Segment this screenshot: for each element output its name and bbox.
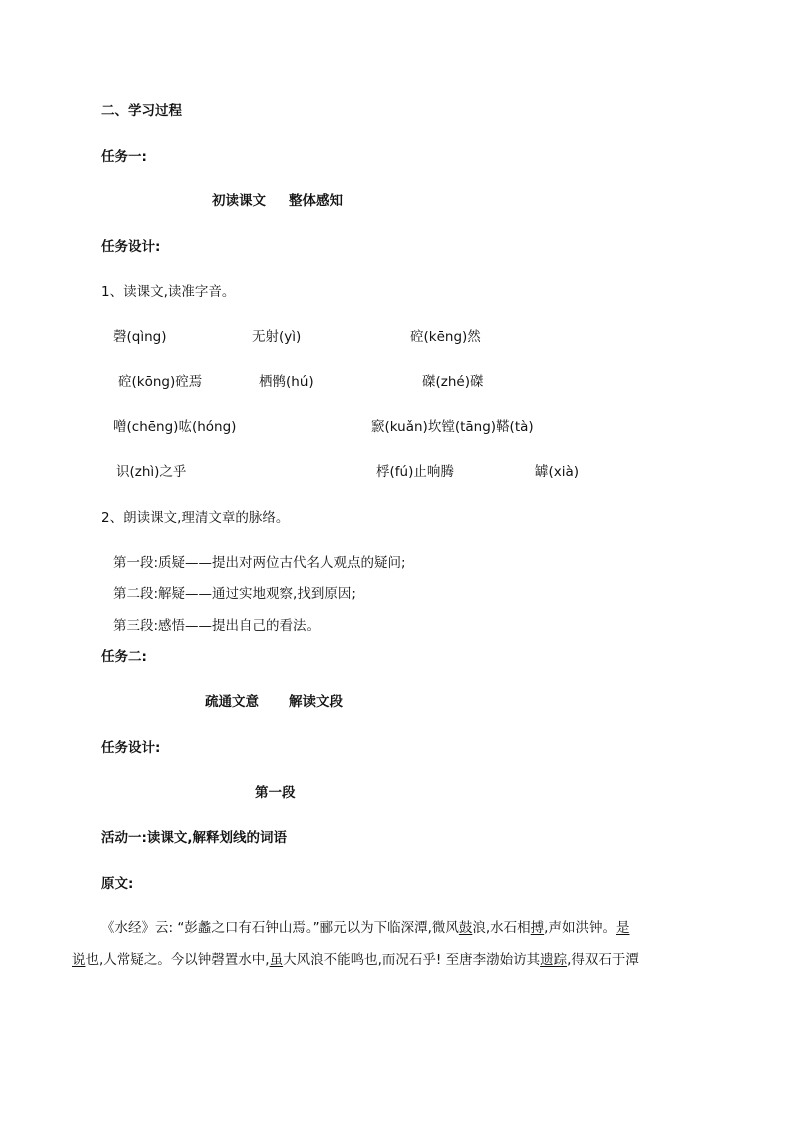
pron-word: 栖鹘(hú) [259, 374, 314, 390]
paragraph-outline: 第二段:解疑——通过实地观察,找到原因; [113, 586, 356, 602]
paragraph-outline: 第三段:感悟——提出自己的看法。 [113, 618, 321, 634]
activity-title: 活动一:读课文,解释划线的词语 [101, 830, 288, 846]
source-label: 原文: [101, 876, 134, 892]
underlined-word: 虽 [269, 952, 284, 968]
pron-word: 无射(yì) [252, 329, 302, 345]
task1-title-b: 整体感知 [289, 193, 343, 209]
section-heading: 二、学习过程 [101, 103, 182, 119]
pron-word: 磔(zhé)磔 [422, 374, 484, 390]
pron-word: 噌(chēng)吰(hóng) [113, 419, 237, 435]
task2-label: 任务二: [101, 649, 147, 665]
task1-item1: 1、读课文,读准字音。 [101, 284, 236, 300]
underlined-word: 遗踪 [540, 952, 568, 968]
underlined-word: 说 [72, 952, 86, 968]
task1-design-label: 任务设计: [101, 239, 161, 255]
pron-word: 窾(kuǎn)坎镗(tāng)鞳(tà) [371, 419, 534, 435]
pron-word: 罅(xià) [535, 464, 580, 480]
source-text-line: 《水经》云: “彭蠡之口有石钟山焉。”郦元以为下临深潭,微风鼓浪,水石相搏,声如洪钟。是 [101, 920, 630, 936]
underlined-word: 鼓 [458, 920, 473, 936]
source-text-line: 说也,人常疑之。今以钟磬置水中,虽大风浪不能鸣也,而况石乎! 至唐李渤始访其遗踪,得双石于潭 [72, 952, 639, 968]
pron-word: 磬(qìng) [113, 329, 167, 345]
task2-design-label: 任务设计: [101, 740, 161, 756]
pron-word: 桴(fú)止响腾 [376, 464, 454, 480]
task1-item2: 2、朗读课文,理清文章的脉络。 [101, 510, 290, 526]
underlined-word: 搏 [530, 920, 545, 936]
pron-word: 识(zhì)之乎 [116, 464, 187, 480]
underlined-word: 是 [615, 920, 630, 936]
task1-label: 任务一: [101, 149, 147, 165]
pron-word: 硿(kēng)然 [410, 329, 481, 345]
task1-title-a: 初读课文 [212, 193, 266, 209]
pron-word: 硿(kōng)硿焉 [118, 374, 203, 390]
section-label: 第一段 [255, 785, 296, 801]
paragraph-outline: 第一段:质疑——提出对两位古代名人观点的疑问; [113, 555, 406, 571]
task2-title-a: 疏通文意 [205, 694, 259, 710]
task2-title-b: 解读文段 [289, 694, 343, 710]
